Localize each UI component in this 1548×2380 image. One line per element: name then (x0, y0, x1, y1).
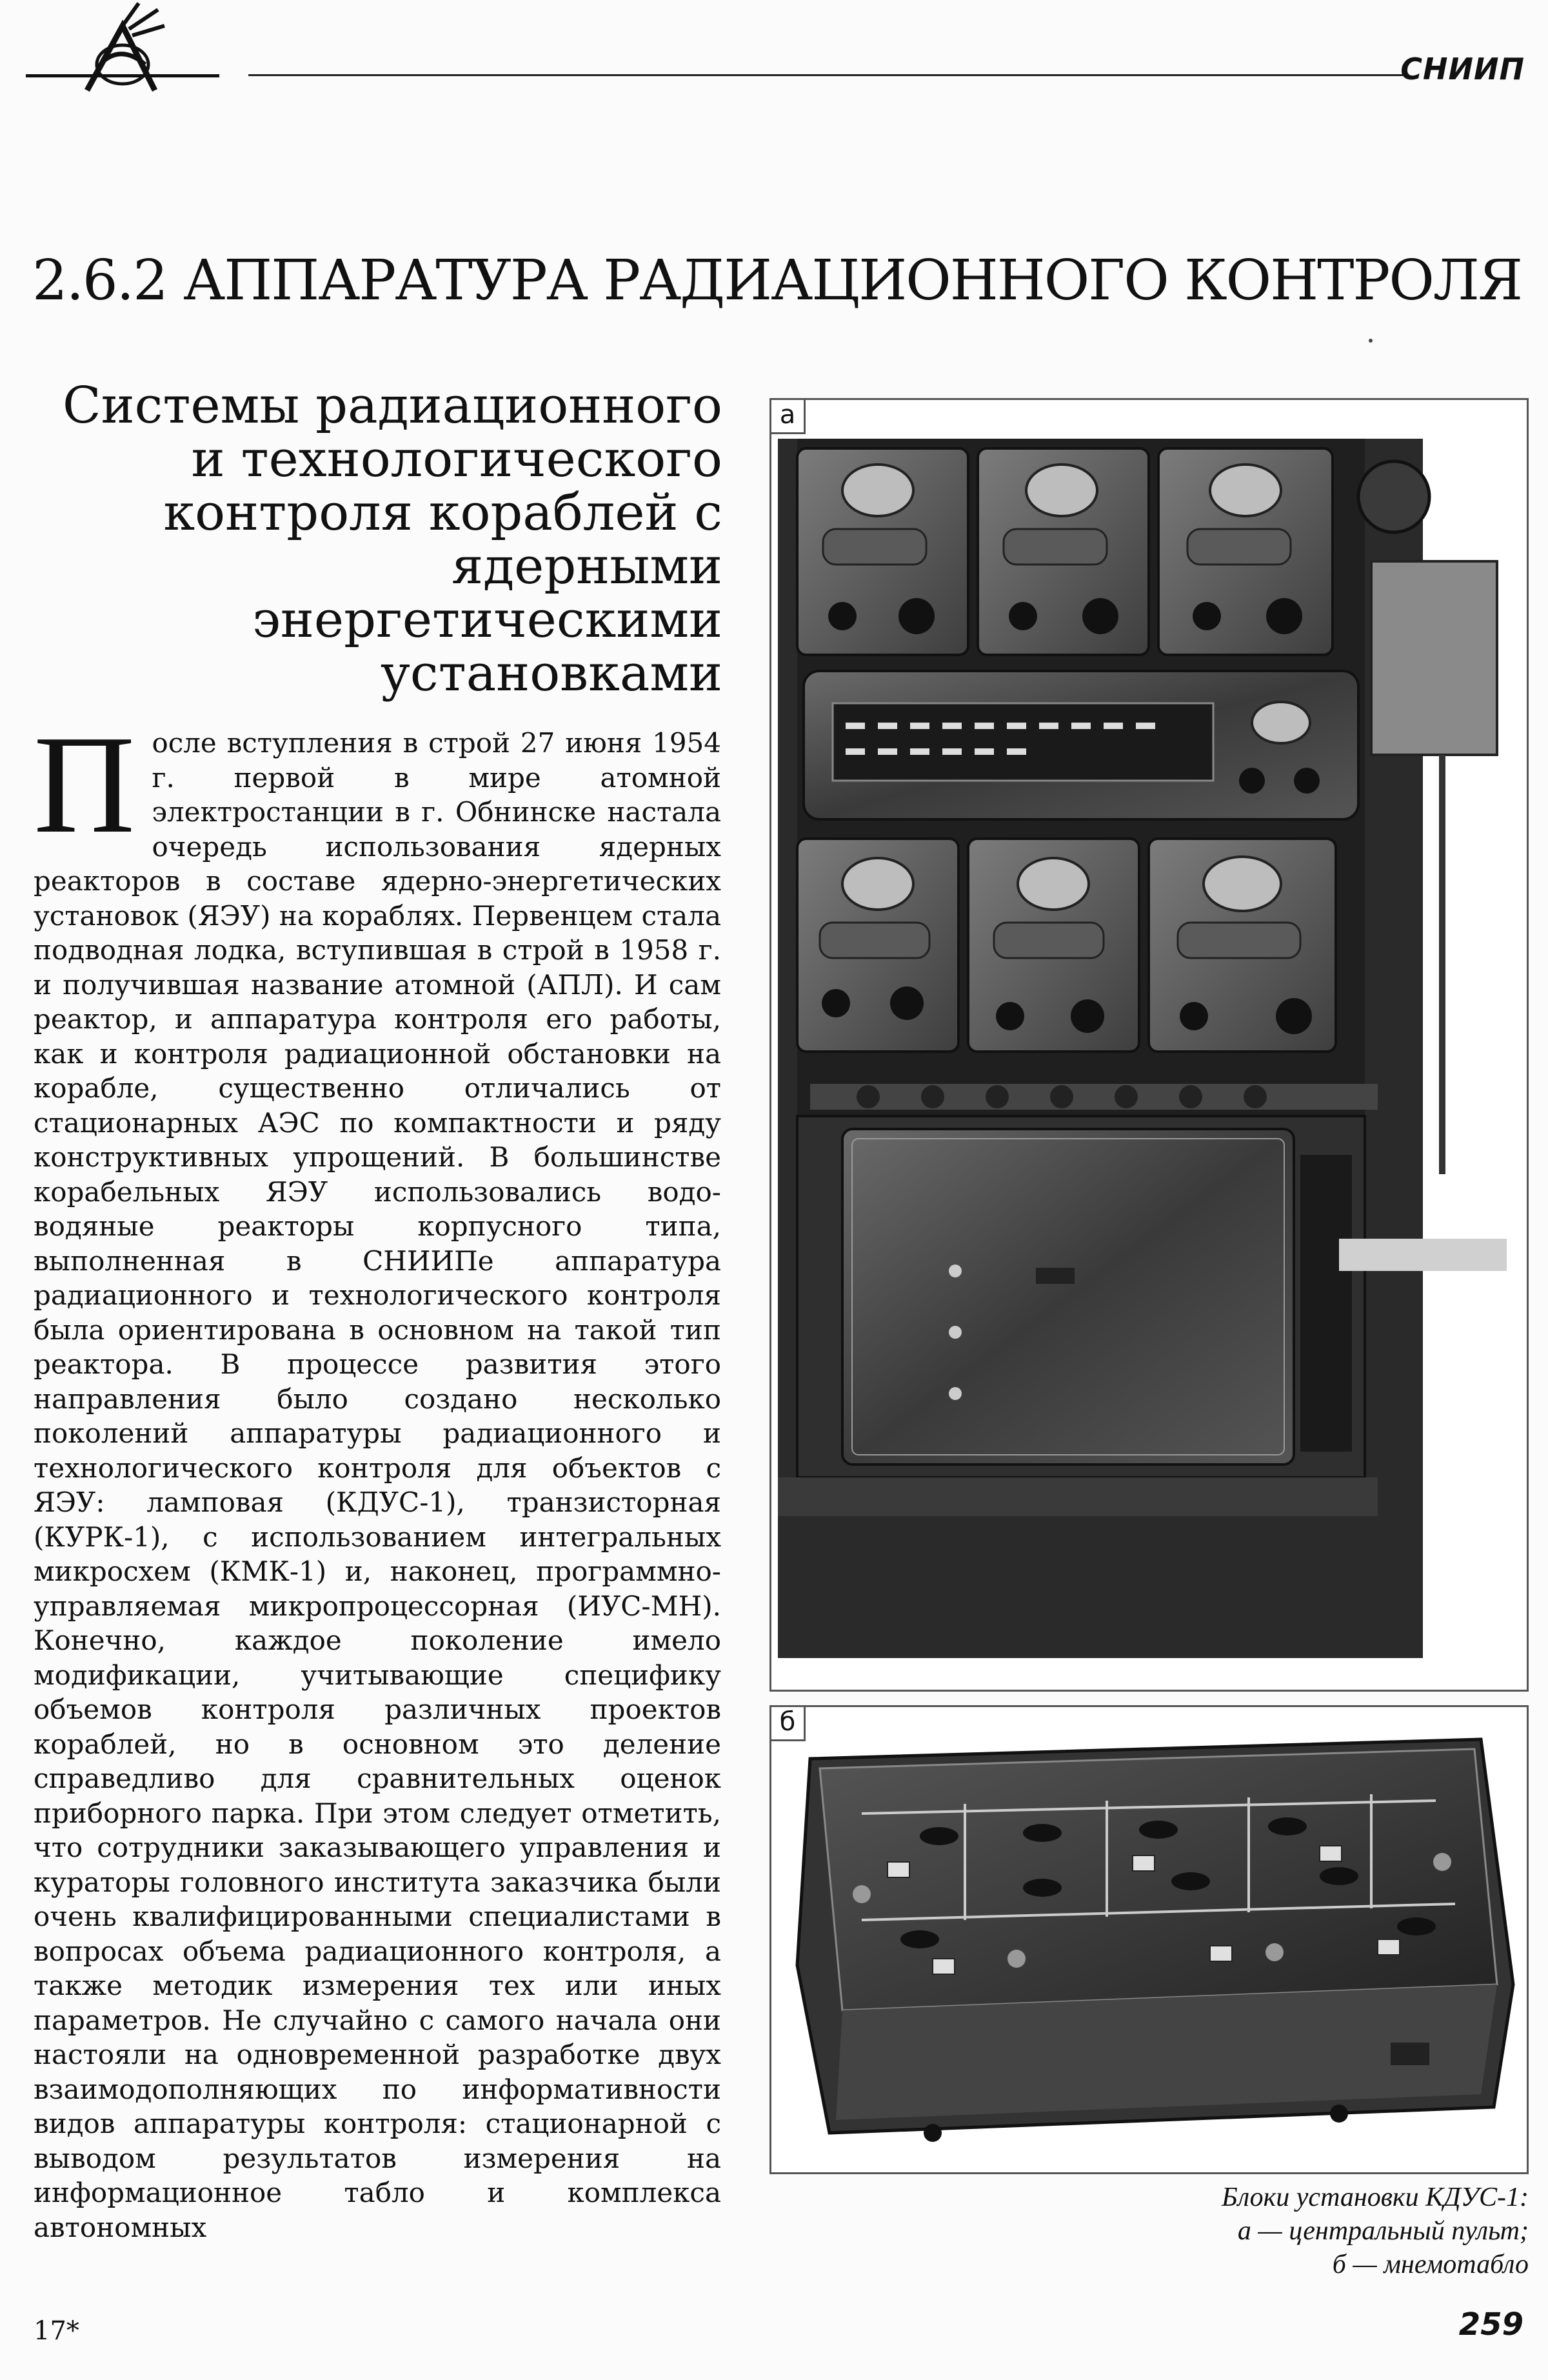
section-title: 2.6.2 АППАРАТУРА РАДИАЦИОННОГО КОНТРОЛЯ (32, 248, 1522, 313)
central-console-photo (771, 400, 1529, 1692)
header-rule-left (26, 74, 219, 77)
caption-line-3: б — мнемотабло (1332, 2250, 1529, 2279)
figure-b-label: б (771, 1707, 806, 1741)
institute-logo-icon (26, 0, 239, 103)
page-number: 259 (1458, 2306, 1523, 2343)
mnemonic-board-photo (771, 1707, 1529, 2174)
caption-line-1: Блоки установки КДУС-1: (1222, 2183, 1529, 2212)
figure-b-mnemonic-board (769, 1705, 1529, 2174)
figure-a-label: а (771, 400, 806, 434)
decorative-dot (1369, 339, 1373, 343)
header-brand: СНИИП (1400, 52, 1525, 86)
figure-caption (1142, 2181, 1529, 2281)
article-text: осле вступления в строй 27 июня 1954 г. первой в мире атомной электростанции в г. Обнинске настала очередь использования ядерных реакторов в составе ядерно-энергетических установок (ЯЭУ) на кораблях. Первенцем стала подводная лодка, вступившая в строй в 1958 г. и получившая название атомной (АПЛ). И сам реактор, и аппаратура контроля его работы, как и контроля радиационной обстановки на корабле, существенно отличались от стационарных АЭС по компактности и ряду конструктивных упрощений. В большинстве корабельных ЯЭУ использовались водо-водяные реакторы корпусного типа, выполненная в СНИИПе аппаратура радиационного и технологического контроля была ориентирована в основном на такой тип реактора. В процессе развития этого направления было создано несколько поколений аппаратуры радиационного и технологического контроля для объектов с ЯЭУ: ламповая (КДУС-1), транзисторная (КУРК-1), с использованием интегральных микросхем (КМК-1) и, наконец, программно-управляемая микропроцессорная (ИУС-МН). Конечно, каждое поколение имело модификации, учитывающие специфику объемов контроля различных проектов кораблей, но в основном это деление справедливо для сравнительных оценок приборного парка. При этом следует отметить, что сотрудники заказывающего управления и кураторы головного института заказчика были очень квалифицированными специалистами в вопросах объема радиационного контроля, а также методик измерения тех или иных параметров. Не случайно с самого начала они настояли на одновременной разработке двух взаимодополняющих по информативности видов аппаратуры контроля: стационарной с выводом результатов измерения на информационное табло и комплекса автономных (34, 727, 721, 2243)
signature-mark: 17* (34, 2316, 79, 2346)
article-subtitle: Системы радиационного и технологического контроля кораблей с ядерными энергетическими установками (62, 377, 722, 703)
article-body (34, 707, 721, 2245)
header-rule-right (248, 74, 1403, 76)
caption-line-2: а — центральный пульт; (1237, 2216, 1529, 2246)
drop-cap: П (34, 707, 135, 863)
figure-a-central-console (769, 398, 1529, 1692)
